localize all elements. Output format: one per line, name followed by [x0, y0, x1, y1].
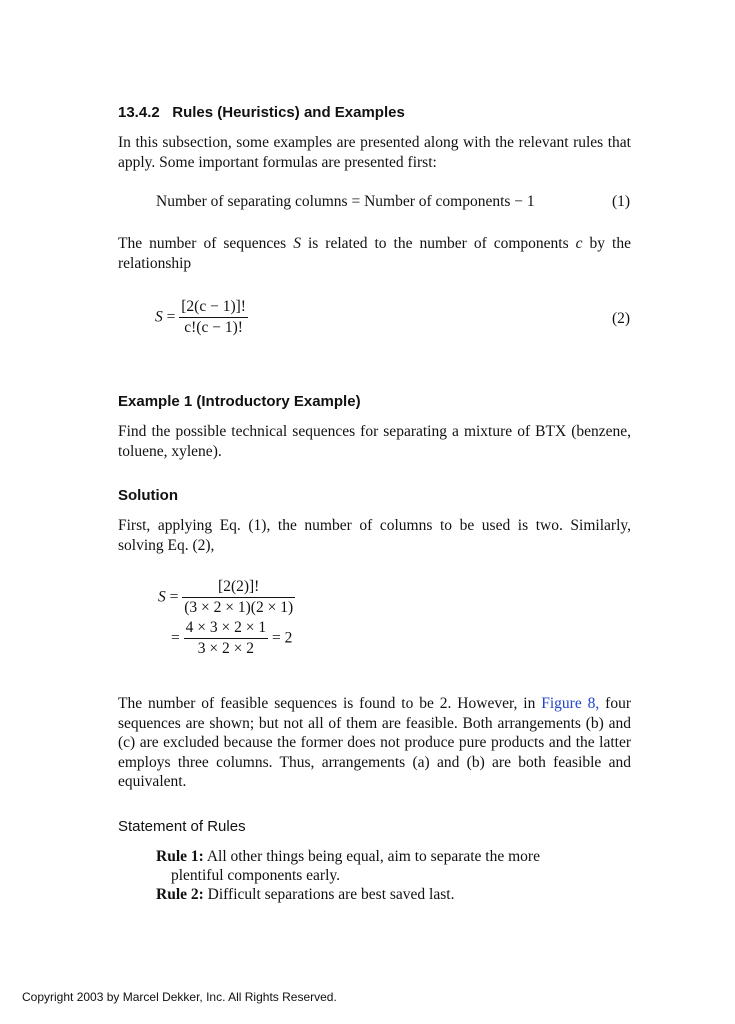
var-c: c [575, 235, 583, 252]
eq1-op: = [351, 193, 361, 210]
eq3-line-2 [158, 619, 295, 658]
equation-3 [158, 578, 295, 658]
section-title: Rules (Heuristics) and Examples [172, 104, 405, 121]
section-heading [118, 104, 405, 121]
rule-1-label: Rule 1: [156, 848, 204, 865]
var-S: S [293, 235, 301, 252]
intro-paragraph: In this subsection, some examples are presented along with the relevant rules that apply. Some important formulas are presented first: [118, 134, 631, 171]
relationship-paragraph [118, 234, 631, 273]
eq2-equals: = [166, 308, 176, 326]
section-number: 13.4.2 [118, 104, 160, 121]
copyright-footer: Copyright 2003 by Marcel Dekker, Inc. All Rights Reserved. [22, 990, 337, 1004]
equation-1 [156, 193, 535, 211]
eq2-numerator: [2(c − 1)]! [179, 298, 248, 318]
eq3-numerator-2: 4 × 3 × 2 × 1 [184, 619, 268, 639]
eq3-lhs: S [158, 588, 166, 606]
eq3-equals-2: = [171, 629, 180, 647]
eq1-rhs: Number of components − 1 [364, 193, 535, 210]
eq3-result: = 2 [271, 629, 293, 647]
rule-2-label: Rule 2: [156, 886, 204, 903]
example-1-heading: Example 1 (Introductory Example) [118, 393, 361, 410]
solution-heading: Solution [118, 487, 178, 504]
eq3-equals: = [169, 588, 179, 606]
para2-text-2: is related to the number of components [300, 235, 576, 252]
figure-8-link[interactable]: Figure 8, [541, 695, 600, 712]
eq3-fraction-1 [182, 578, 295, 617]
eq2-lhs: S [155, 308, 163, 326]
para3-before: The number of feasible sequences is found to be 2. However, in [118, 695, 542, 712]
eq2-fraction [179, 298, 248, 337]
eq2-label: (2) [612, 310, 631, 327]
eq3-denominator-1: (3 × 2 × 1)(2 × 1) [184, 599, 294, 616]
eq3-denominator-2: 3 × 2 × 2 [197, 640, 254, 657]
rule-2 [156, 885, 631, 904]
solution-text: First, applying Eq. (1), the number of columns to be used is two. Similarly, solving Eq. (2), [118, 517, 631, 554]
eq1-lhs: Number of separating columns [156, 193, 348, 210]
para3-after: four sequences are shown; but not all of them are feasible. Both arrangements (b) and (c) are excluded because the former does not produce pure products and the latter employs three columns. Thus, arrangements (a) and (b) are both feasible and equivalent. [118, 695, 631, 790]
eq2-denominator: c!(c − 1)! [184, 319, 243, 336]
eq3-line-1 [158, 578, 295, 617]
feasible-sequences-paragraph [118, 694, 631, 792]
para2-text-1: The number of sequences [118, 235, 294, 252]
eq3-numerator-1: [2(2)]! [182, 578, 295, 598]
rule-1 [156, 847, 631, 885]
para2-text-3: by the relationship [118, 235, 631, 272]
eq3-fraction-2 [184, 619, 268, 658]
rule-1-text-a: All other things being equal, aim to separate the more [203, 848, 540, 865]
eq1-label: (1) [612, 193, 631, 210]
rules-heading: Statement of Rules [118, 818, 246, 835]
rule-2-text: Difficult separations are best saved last. [203, 886, 455, 903]
example-1-text: Find the possible technical sequences for separating a mixture of BTX (benzene, toluene, xylene). [118, 423, 631, 460]
rule-1-text-b: plentiful components early. [171, 867, 341, 884]
equation-2 [155, 298, 248, 337]
